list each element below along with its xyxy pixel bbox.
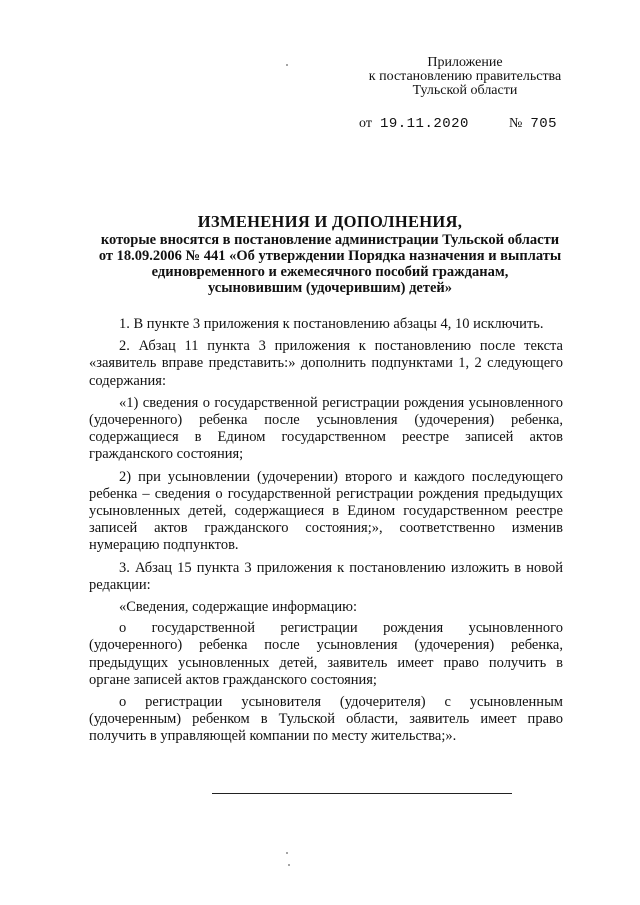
paragraph-2: 2. Абзац 11 пункта 3 приложения к постановлению после текста «заявитель вправе представить:» дополнить подпунктами 1, 2 следующего содержания: (89, 338, 563, 389)
paragraph-7: о государственной регистрации рождения усыновленного (удочеренного) ребенка после усыновления (удочерения) ребенка, предыдущих усыновленных детей, заявитель имеет право получить в органе записей актов гражданского состояния; (89, 620, 563, 688)
appendix-line-1: Приложение (427, 55, 503, 70)
scan-speck (286, 852, 288, 854)
document-title (80, 212, 580, 296)
document-number: 705 (530, 116, 558, 132)
paragraph-6: «Сведения, содержащие информацию: (119, 599, 358, 616)
paragraph-5: 3. Абзац 15 пункта 3 приложения к постановлению изложить в новой редакции: (89, 559, 563, 593)
title-line-3: единовременного и ежемесячного пособий гражданам, (151, 264, 509, 280)
scan-speck (288, 864, 290, 866)
paragraph-8: о регистрации усыновителя (удочерителя) с усыновленным (удочеренным) ребенком в Тульской области, заявитель имеет право получить в управляющей компании по месту жительства;». (89, 694, 563, 745)
number-label: № (508, 116, 523, 131)
paragraph-1: 1. В пункте 3 приложения к постановлению абзацы 4, 10 исключить. (119, 316, 544, 332)
scan-speck (286, 64, 288, 66)
appendix-line-3: Тульской области (412, 83, 518, 98)
title-heading: ИЗМЕНЕНИЯ И ДОПОЛНЕНИЯ, (197, 212, 463, 231)
appendix-header (355, 56, 575, 98)
title-line-4: усыновившим (удочерившим) детей» (207, 280, 452, 296)
paragraph-4: 2) при усыновлении (удочерении) второго и каждого последующего ребенка – сведения о государственной регистрации рождения предыдущих усыновленных детей, содержащиеся в Едином государственном реестре записей актов гражданского состояния;», соответственно изменив нумерацию подпунктов. (89, 468, 563, 554)
document-body (89, 316, 563, 751)
title-line-2: от 18.09.2006 № 441 «Об утверждении Порядка назначения и выплаты (98, 248, 562, 264)
closing-separator-line (212, 793, 512, 794)
date-from-label: от (359, 116, 372, 131)
document-date: 19.11.2020 (379, 116, 469, 132)
date-number-line (359, 116, 579, 132)
title-line-1: которые вносятся в постановление администрации Тульской области (100, 232, 560, 248)
paragraph-3: «1) сведения о государственной регистрации рождения усыновленного (удочеренного) ребенка после усыновления (удочерения) ребенка, содержащиеся в Едином государственном реестре записей актов гражданского состояния; (89, 394, 563, 463)
appendix-line-2: к постановлению правительства (368, 69, 562, 84)
